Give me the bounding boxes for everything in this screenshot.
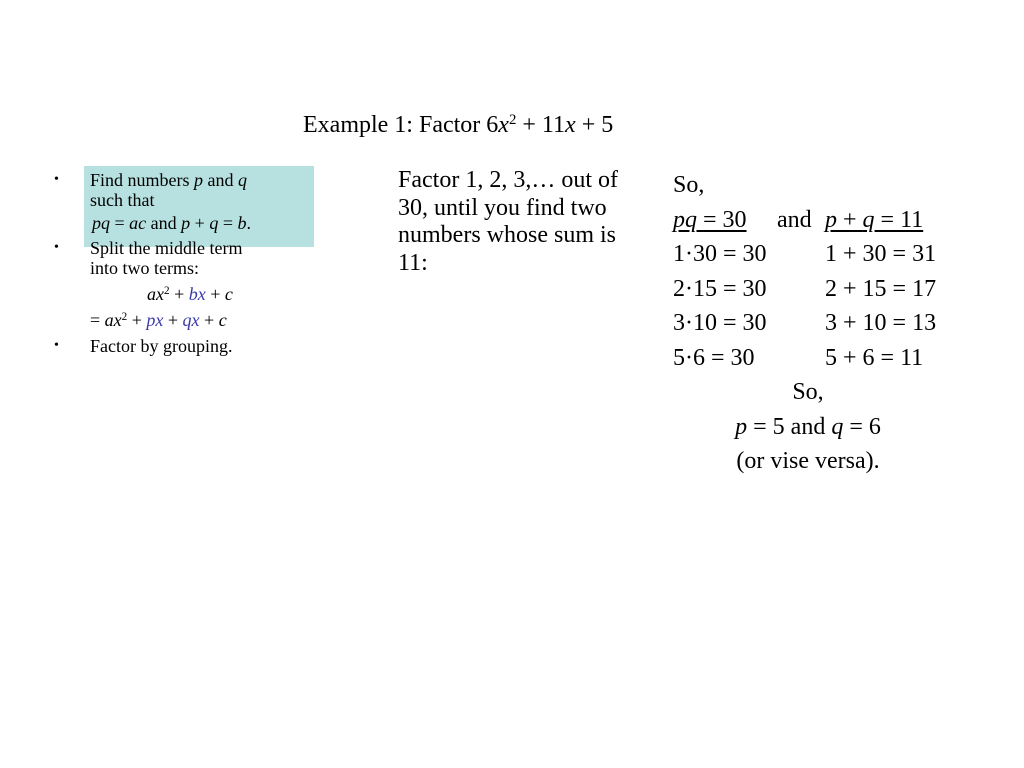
conditions-row: pq = 30 and p + q = 11 (673, 206, 924, 233)
expression-original: $ax^2$ + bx + c (147, 284, 233, 304)
so-label-2: So, (792, 379, 824, 405)
so-label: So, (673, 172, 705, 198)
vise-versa-note: (or vise versa). (736, 448, 880, 474)
search-instruction: Factor 1, 2, 3,… out of 30, until you find two numbers whose sum is 11: (398, 167, 618, 276)
factor-pair-row (673, 341, 924, 376)
sum-text: 5 + 6 = 11 (825, 344, 924, 371)
step-find-numbers: • Find numbers p and q such that pq = ac and p + q = b. (54, 170, 251, 233)
method-steps (48, 170, 318, 356)
sum-text: 1 + 30 = 31 (825, 241, 937, 267)
step-split-middle: • Split the middle term into two terms: $ax^2$ + bx + c = $ax^2$ + px + qx + c (48, 238, 318, 330)
factor-pair-row (673, 306, 937, 341)
slide-title: Example 1: Factor $6x^2 + 11x + 5$ (303, 111, 614, 138)
sum-text: 3 + 10 = 13 (825, 310, 937, 336)
product-text: 5·6 = 30 (673, 344, 755, 371)
expression-split: = $ax^2$ + px + qx + c (90, 310, 227, 330)
factor-pair-row (673, 272, 937, 307)
result-row: p = 5 and q = 6 (735, 413, 881, 440)
product-text: 3·10 = 30 (673, 310, 767, 336)
solution-work (673, 168, 937, 479)
factor-pair-row (673, 237, 937, 272)
bullet: • (54, 172, 59, 187)
bullet: • (54, 240, 59, 255)
sum-text: 2 + 15 = 17 (825, 275, 937, 302)
product-text: 1·30 = 30 (673, 241, 767, 267)
factor-pairs (673, 237, 937, 375)
bullet: • (54, 338, 59, 353)
product-text: 2·15 = 30 (673, 275, 767, 302)
step-factor-grouping: • Factor by grouping. (54, 336, 233, 356)
